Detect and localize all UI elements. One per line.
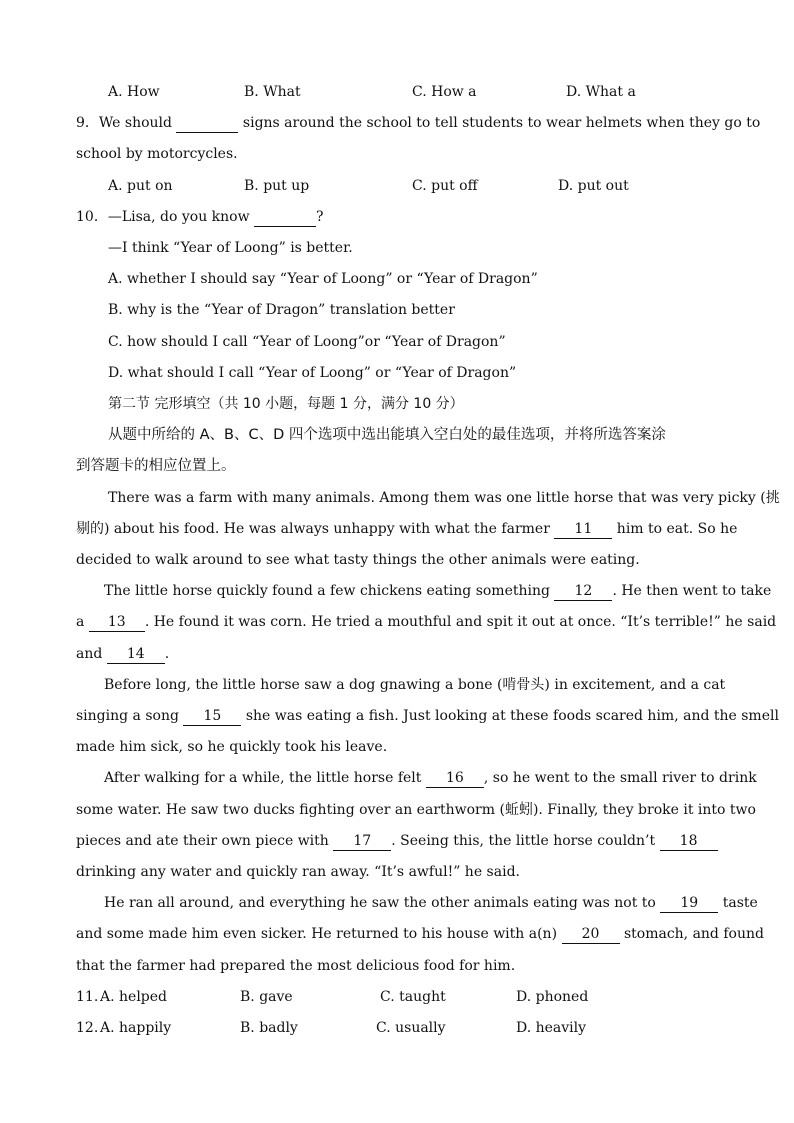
q12-row (0, 1018, 794, 1038)
passage-p4-line2: some water. He saw two ducks fighting over an earthworm (蚯蚓). Finally, they broke it into two (76, 802, 756, 818)
blank-15[interactable]: 15 (183, 707, 241, 726)
q10-stem-line2: —I think “Year of Loong” is better. (108, 240, 353, 256)
passage-p3-line3: made him sick, so he quickly took his leave. (76, 739, 388, 755)
q8-option-a[interactable]: A. How (108, 84, 160, 100)
q11-option-d[interactable]: D. phoned (516, 989, 589, 1005)
passage-p2-line2: a 13 . He found it was corn. He tried a mouthful and spit it out at once. “It’s terrible!” he said (76, 614, 777, 630)
q10-option-b[interactable]: B. why is the “Year of Dragon” translation better (108, 302, 455, 318)
blank-11[interactable]: 11 (554, 520, 612, 539)
blank-12[interactable]: 12 (554, 582, 612, 601)
q9-number: 9． (76, 115, 99, 131)
q10-option-d[interactable]: D. what should I call “Year of Loong” or “Year of Dragon” (108, 365, 517, 381)
passage-p2-line3: and 14 . (76, 646, 170, 662)
passage-p4-line3: pieces and ate their own piece with 17 . Seeing this, the little horse couldn’t 18 (76, 831, 718, 851)
blank-14[interactable]: 14 (107, 645, 165, 664)
blank-16[interactable]: 16 (426, 769, 484, 788)
passage-p3-line2: singing a song 15 she was eating a fish. Just looking at these foods scared him, and the smell (76, 708, 779, 724)
q9-stem-line2: school by motorcycles. (76, 146, 238, 162)
q12-option-c[interactable]: C. usually (376, 1020, 446, 1036)
q10-stem-line1: 10．—Lisa, do you know ? (76, 209, 324, 225)
blank-18[interactable]: 18 (660, 832, 718, 851)
q11-row (0, 987, 794, 1007)
q12-option-d[interactable]: D. heavily (516, 1020, 587, 1036)
q9-option-c[interactable]: C. put off (412, 178, 478, 194)
q12-number: 12. (76, 1020, 99, 1036)
blank-19[interactable]: 19 (660, 894, 718, 913)
passage-p5-line3: that the farmer had prepared the most delicious food for him. (76, 958, 516, 974)
q10-option-a[interactable]: A. whether I should say “Year of Loong” or “Year of Dragon” (108, 271, 538, 287)
passage-p1-line1: There was a farm with many animals. Among them was one little horse that was very picky (挑 (108, 490, 780, 506)
q12-option-a[interactable]: A. happily (100, 1020, 172, 1036)
section-title: 第二节 完形填空（共 10 小题，每题 1 分，满分 10 分） (108, 396, 464, 412)
q9-stem-line1: 9．We should signs around the school to tell students to wear helmets when they go to (76, 115, 761, 131)
q8-option-c[interactable]: C. How a (412, 84, 477, 100)
q8-option-b[interactable]: B. What (244, 84, 301, 100)
q10-option-c[interactable]: C. how should I call “Year of Loong”or “Year of Dragon” (108, 334, 506, 350)
q11-number: 11. (76, 989, 99, 1005)
passage-p1-line3: decided to walk around to see what tasty things the other animals were eating. (76, 552, 640, 568)
passage-p4-line4: drinking any water and quickly ran away. “It’s awful!” he said. (76, 864, 520, 880)
q9-option-a[interactable]: A. put on (108, 178, 173, 194)
blank-17[interactable]: 17 (333, 832, 391, 851)
passage-p2-line1: The little horse quickly found a few chickens eating something 12 . He then went to take (104, 583, 772, 599)
passage-p1-line2: 剔的) about his food. He was always unhappy with what the farmer 11 him to eat. So he (76, 521, 738, 537)
q9-blank (176, 114, 238, 133)
q9-option-b[interactable]: B. put up (244, 178, 310, 194)
blank-20[interactable]: 20 (562, 925, 620, 944)
q11-option-c[interactable]: C. taught (380, 989, 446, 1005)
q12-option-b[interactable]: B. badly (240, 1020, 298, 1036)
passage-p5-line2: and some made him even sicker. He returned to his house with a(n) 20 stomach, and found (76, 926, 764, 942)
q9-option-d[interactable]: D. put out (558, 178, 629, 194)
passage-p5-line1: He ran all around, and everything he saw the other animals eating was not to 19 taste (104, 895, 758, 911)
q10-number: 10． (76, 209, 108, 225)
section-instruction-1: 从题中所给的 A、B、C、D 四个选项中选出能填入空白处的最佳选项，并将所选答案涂 (108, 427, 666, 443)
q10-blank (254, 208, 316, 227)
passage-p4-line1: After walking for a while, the little horse felt 16 , so he went to the small river to drink (104, 770, 757, 786)
passage-p3-line1: Before long, the little horse saw a dog gnawing a bone (啃骨头) in excitement, and a cat (104, 677, 726, 693)
q11-option-b[interactable]: B. gave (240, 989, 293, 1005)
blank-13[interactable]: 13 (89, 613, 145, 632)
q11-option-a[interactable]: A. helped (100, 989, 167, 1005)
section-instruction-2: 到答题卡的相应位置上。 (76, 458, 236, 474)
q8-option-d[interactable]: D. What a (566, 84, 636, 100)
